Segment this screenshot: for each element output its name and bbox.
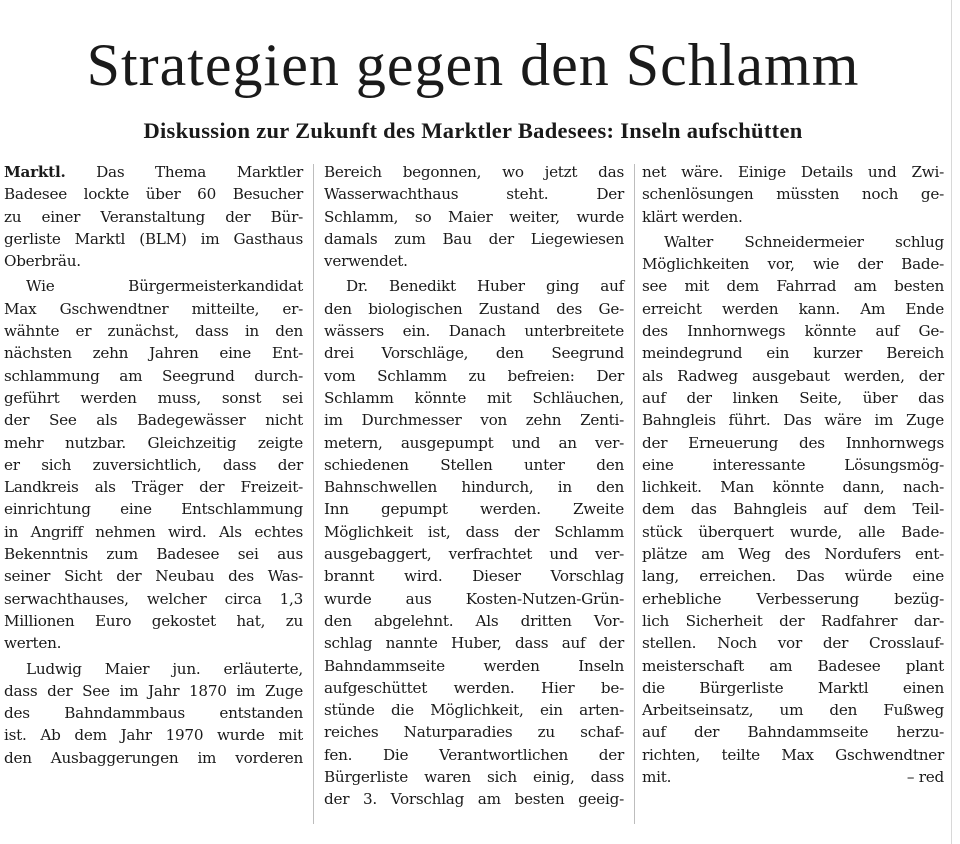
article-text-line: ist. Ab dem Jahr 1970 wurde mit <box>4 726 303 745</box>
article-text-line: Möglichkeit ist, dass der Schlamm <box>324 522 624 541</box>
article-text-line: mehr nutzbar. Gleichzeitig zeigte <box>4 433 303 452</box>
article-text-line: dass der See im Jahr 1870 im Zuge <box>4 681 303 700</box>
article-text-line: Arbeitseinsatz, um den Fußweg <box>642 701 944 720</box>
article-text-line <box>4 161 303 183</box>
article-text-line: den Ausbaggerungen im vorderen <box>4 748 303 767</box>
article-text-line: Millionen Euro gekostet hat, zu <box>4 611 303 630</box>
article-text-line: wässers ein. Danach unterbreitete <box>324 322 624 341</box>
article-text-line: erreicht werden kann. Am Ende <box>642 299 944 318</box>
article-text-line: lich Sicherheit der Radfahrer dar- <box>642 611 944 630</box>
article-text-line: erhebliche Verbesserung bezüg- <box>642 589 944 608</box>
article-subheadline: Diskussion zur Zukunft des Marktler Badesees: Inseln aufschütten <box>143 118 803 143</box>
article-text-line: Dr. Benedikt Huber ging auf <box>346 277 624 296</box>
article-text-line: brannt wird. Dieser Vorschlag <box>324 567 624 586</box>
article-text-line: einrichtung eine Entschlammung <box>4 500 303 519</box>
page-edge-divider <box>951 0 952 844</box>
article-text-line: Bahndammseite werden Inseln <box>324 656 624 675</box>
article-text-line: seiner Sicht der Neubau des Was- <box>4 567 303 586</box>
article-text-line: Ludwig Maier jun. erläuterte, <box>26 659 303 678</box>
article-text-line: Inn gepumpt werden. Zweite <box>324 500 624 519</box>
article-text-line <box>642 766 944 788</box>
article-text-line: schenlösungen müssten noch ge- <box>642 185 944 204</box>
article-text-line: wurde aus Kosten-Nutzen-Grün- <box>324 589 624 608</box>
article-text-line: Bekenntnis zum Badesee sei aus <box>4 545 303 564</box>
article-text-line: in Angriff nehmen wird. Als echtes <box>4 522 303 541</box>
article-text-line: Möglichkeiten vor, wie der Bade- <box>642 255 944 274</box>
article-text-line: Landkreis als Träger der Freizeit- <box>4 478 303 497</box>
article-text-line: vom Schlamm zu befreien: Der <box>324 366 624 385</box>
article-text-line: als Radweg ausgebaut werden, der <box>642 366 944 385</box>
article-text-line: lang, erreichen. Das würde eine <box>642 567 944 586</box>
article-text: mit. <box>642 768 672 787</box>
article-text-line: damals zum Bau der Liegewiesen <box>324 229 624 248</box>
article-text-line: auf der Bahndammseite herzu- <box>642 723 944 742</box>
article-author: – red <box>906 768 944 787</box>
article-dateline: Marktl. <box>4 163 66 181</box>
article-text-line: drei Vorschläge, den Seegrund <box>324 344 624 363</box>
article-text-line: den biologischen Zustand des Ge- <box>324 299 624 318</box>
article-text-line: die Bürgerliste Marktl einen <box>642 678 944 697</box>
column-divider <box>634 164 635 824</box>
article-text-line: im Durchmesser von zehn Zenti- <box>324 411 624 430</box>
article-text-line: ausgebaggert, verfrachtet und ver- <box>324 545 624 564</box>
article-text-line: Wasserwachthaus steht. Der <box>324 185 624 204</box>
article-text-line: fen. Die Verantwortlichen der <box>324 745 624 764</box>
article-text-line: Schlamm, so Maier weiter, wurde <box>324 207 624 226</box>
article-text-line: stünde die Möglichkeit, ein arten- <box>324 701 624 720</box>
article-text-line: Walter Schneidermeier schlug <box>664 232 944 251</box>
article-text-line: Bahngleis führt. Das wäre im Zuge <box>642 411 944 430</box>
article-text-line: reiches Naturparadies zu schaf- <box>324 723 624 742</box>
article-text-line: werten. <box>4 634 62 653</box>
article-text-line: Bereich begonnen, wo jetzt das <box>324 163 624 181</box>
article-text-line: richten, teilte Max Gschwendtner <box>642 745 944 764</box>
article-text-line: Schlamm könnte mit Schläuchen, <box>324 388 624 407</box>
article-text-line: Max Gschwendtner mitteilte, er- <box>4 299 303 318</box>
article-text-line: schlag nannte Huber, dass auf der <box>324 634 624 653</box>
article-text-line: gerliste Marktl (BLM) im Gasthaus <box>4 229 303 248</box>
article-text-line: dem das Bahngleis auf dem Teil- <box>642 500 944 519</box>
article-text-line: metern, ausgepumpt und an ver- <box>324 433 624 452</box>
article-text-line: der See als Badegewässer nicht <box>4 411 303 430</box>
article-text-line: geführt werden muss, sonst sei <box>4 388 303 407</box>
article-text-line: lichkeit. Man könnte dann, nach- <box>642 478 944 497</box>
article-text-line: Badesee lockte über 60 Besucher <box>4 185 303 204</box>
article-column-2 <box>324 161 624 811</box>
article-text-line: Bürgerliste waren sich einig, dass <box>324 768 624 787</box>
article-text-line: aufgeschüttet werden. Hier be- <box>324 678 624 697</box>
article-text-line: schiedenen Stellen unter den <box>324 455 624 474</box>
article-text: Das Thema Marktler <box>96 163 303 181</box>
article-text-line: verwendet. <box>324 252 408 271</box>
article-text-line: nächsten zehn Jahren eine Ent- <box>4 344 303 363</box>
article-text-line: Oberbräu. <box>4 252 81 271</box>
article-text-line: der Erneuerung des Innhornwegs <box>642 433 944 452</box>
article-text-line: zu einer Veranstaltung der Bür- <box>4 207 303 226</box>
article-text-line: meindegrund ein kurzer Bereich <box>642 344 944 363</box>
column-divider <box>313 164 314 824</box>
article-text-line: klärt werden. <box>642 207 743 226</box>
article-text-line: plätze am Weg des Nordufers ent- <box>642 545 944 564</box>
article-text-line: meisterschaft am Badesee plant <box>642 656 944 675</box>
article-text-line: serwachthauses, welcher circa 1,3 <box>4 589 303 608</box>
article-column-3 <box>642 161 944 788</box>
article-text-line: der 3. Vorschlag am besten geeig- <box>324 790 624 809</box>
article-text-line: er sich zuversichtlich, dass der <box>4 455 303 474</box>
article-text-line: stellen. Noch vor der Crosslauf- <box>642 634 944 653</box>
article-text-line: des Bahndammbaus entstanden <box>4 704 303 723</box>
article-text-line: wähnte er zunächst, dass in den <box>4 322 303 341</box>
article-text-line: den abgelehnt. Als dritten Vor- <box>324 611 624 630</box>
article-text-line: net wäre. Einige Details und Zwi- <box>642 163 944 181</box>
article-headline: Strategien gegen den Schlamm <box>86 32 860 98</box>
article-text-line: Bahnschwellen hindurch, in den <box>324 478 624 497</box>
article-text-line: auf der linken Seite, über das <box>642 388 944 407</box>
article-text-line: des Innhornwegs könnte auf Ge- <box>642 322 944 341</box>
article-text-line: schlammung am Seegrund durch- <box>4 366 303 385</box>
article-text-line: Wie Bürgermeisterkandidat <box>26 277 303 296</box>
article-text-line: see mit dem Fahrrad am besten <box>642 277 944 296</box>
article-text-line: stück überquert wurde, alle Bade- <box>642 522 944 541</box>
article-text-line: eine interessante Lösungsmög- <box>642 455 944 474</box>
article-column-1 <box>4 161 303 769</box>
